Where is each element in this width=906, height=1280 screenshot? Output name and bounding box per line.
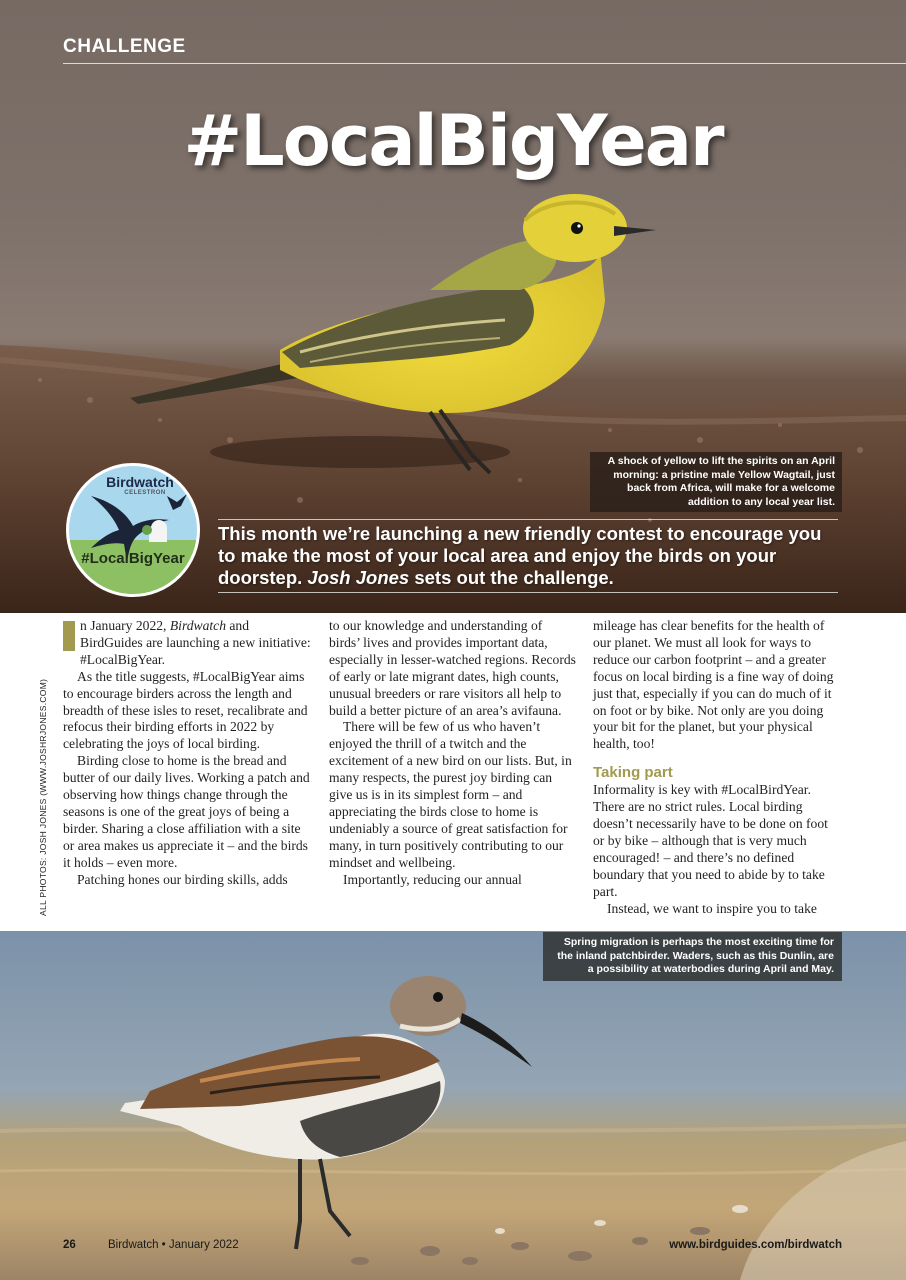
badge-tag: #LocalBigYear [81,550,185,567]
magazine-issue: Birdwatch • January 2022 [108,1239,239,1251]
lead-text-rest: and BirdGuides are launching a new initiative: #LocalBigYear. [80,618,311,667]
photo-caption-bottom: Spring migration is perhaps the most exciting time for the inland patchbirder. Waders, such as this Dunlin, are a possibility at waterbodies during April and May. [543,932,842,981]
body-column-2 [329,618,576,889]
drop-cap [63,621,75,651]
photo-credit: ALL PHOTOS: JOSH JONES (WWW.JOSHRJONES.COM) [38,678,48,916]
section-heading: Taking part [593,764,673,782]
standfirst-rule-bottom [218,592,838,593]
paragraph: There will be few of us who haven’t enjoyed the thrill of a twitch and the excitement of a new bird on our lists. But, in many respects, the purest joy birding can give us is in its simplest form – and appreciating the birds close to home is undeniably a source of great satisfaction for many, in turn positively contributing to our mindset and wellbeing. [329,719,572,870]
badge-sponsor: CELESTRON [124,490,166,496]
badge-brand: Birdwatch [106,474,174,490]
photo-caption-top: A shock of yellow to lift the spirits on an April morning: a pristine male Yellow Wagtail, just back from Africa, will make for a welcome addition to any local year list. [590,452,842,512]
hero-photo [0,0,906,613]
localbigyear-badge [66,463,200,597]
page-number: 26 [63,1239,76,1251]
standfirst-rule-top [218,519,838,520]
paragraph: Birding close to home is the bread and butter of our daily lives. Working a patch and observing how things change through the seasons is one of the great joys of being a birder. Sharing a close affiliation with a site or area makes us appreciate it – and the birds it holds – even more. [63,753,310,870]
dunlin-illustration [0,931,906,1280]
body-column-1 [63,618,311,889]
paragraph: Informality is key with #LocalBirdYear. There are no strict rules. Local birding doesn’t necessarily have to be done on foot or by bike – although that is very much encouraged! – and there’s no defined boundary that you need to abide by to take part. [593,782,828,899]
section-label: CHALLENGE [63,36,186,57]
website-link[interactable]: www.birdguides.com/birdwatch [669,1239,842,1251]
paragraph: to our knowledge and understanding of birds’ lives and provides important data, especially in lesser-watched regions. Records of early or late migrant dates, high counts, unusual breeders or rare visitors all help to build a better picture of an area’s avifauna. [329,618,576,718]
standfirst [218,523,838,589]
dunlin-photo [0,931,906,1280]
paragraph [63,618,311,669]
lead-text: n January 2022, [80,618,170,633]
paragraph: Instead, we want to inspire you to take [607,900,817,916]
section-rule [63,63,906,64]
paragraph: mileage has clear benefits for the health of our planet. We must all look for ways to reduce our carbon footprint – and a greater focus on local birding is a fine way of doing just that, especially if you can do much of it on foot or by bike. Not only are you doing your bit for the planet, but your physical health, too! [593,618,834,752]
magazine-name: Birdwatch [169,618,226,633]
standfirst-text: This month we’re launching a new friendly contest to encourage you to make the most of your local area and enjoy the birds on your doorstep. [218,523,822,588]
paragraph: Patching hones our birding skills, adds [77,871,288,887]
standfirst-author: Josh Jones [307,567,410,588]
standfirst-tail: sets out the challenge. [414,567,614,588]
paragraph: Importantly, reducing our annual [343,871,522,887]
headline: #LocalBigYear [183,100,723,182]
paragraph: As the title suggests, #LocalBigYear aims to encourage birders across the length and breadth of these isles to reset, recalibrate and refocus their birding efforts in 2022 by celebrating the joys of local birding. [63,668,308,752]
body-column-3 [593,618,842,918]
